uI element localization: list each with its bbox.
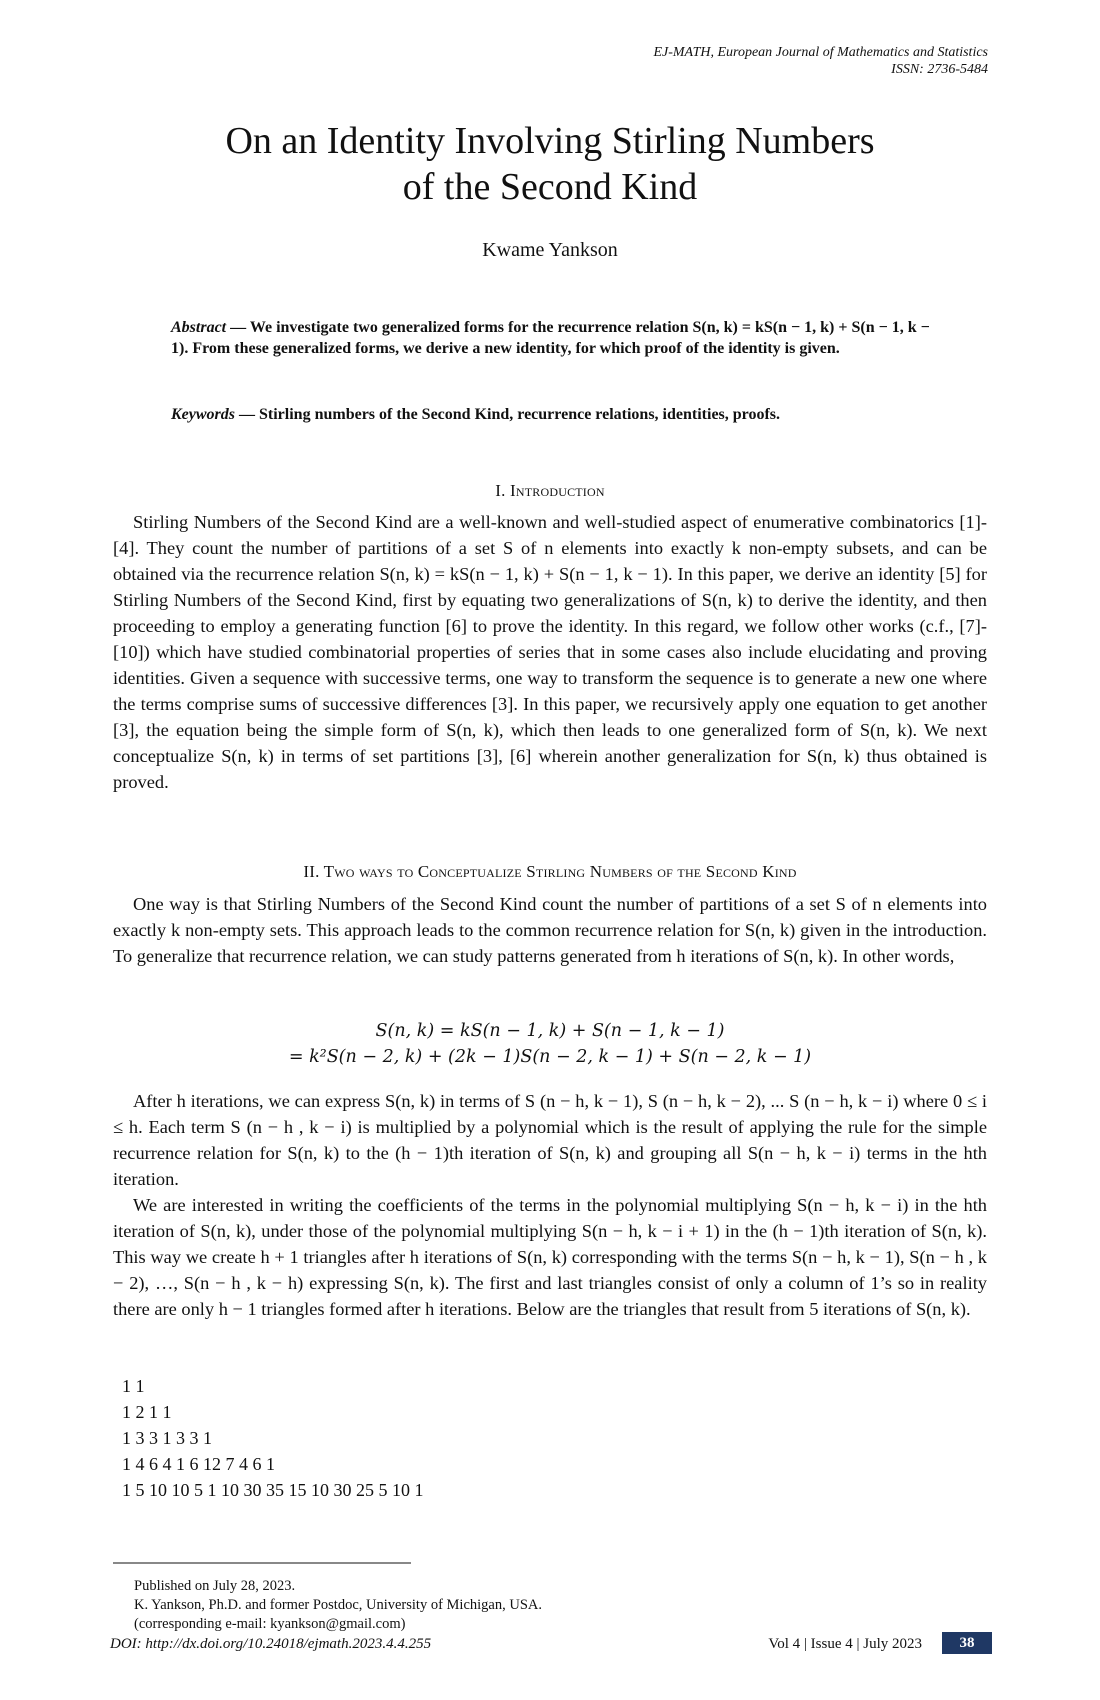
abstract-text: We investigate two generalized forms for the recurrence relation S(n, k) = kS(n − 1, k) + S(n − 1, k − 1). From these generalized forms, we derive a new identity, for which proof of the identity is given. (171, 319, 930, 357)
triangle-row: 1 3 3 1 3 3 1 (122, 1428, 212, 1448)
paragraph: After h iterations, we can express S(n, k) in terms of S (n − h, k − 1), S (n − h, k − 2), ... S (n − h, k − i) where 0 ≤ i ≤ h. Each term S (n − h , k − i) is multiplied by a polynomial which is the result of applying the rule for the simple recurrence relation for S(n, k) to the (h − 1)th iteration of S(n, k) and grouping all S(n − h, k − i) terms in the hth iteration. (113, 1091, 987, 1189)
footnote-email: (corresponding e-mail: kyankson@gmail.com) (134, 1616, 406, 1632)
footnote-affiliation: K. Yankson, Ph.D. and former Postdoc, University of Michigan, USA. (134, 1597, 542, 1613)
triangle-row: 1 4 6 4 1 6 12 7 4 6 1 (122, 1454, 275, 1474)
issue-info: Vol 4 | Issue 4 | July 2023 (768, 1636, 922, 1652)
title-line-2: of the Second Kind (402, 166, 698, 208)
paper-title (0, 118, 1100, 210)
paragraph: One way is that Stirling Numbers of the Second Kind count the number of partitions of a set S of n elements into exactly k non-empty sets. This approach leads to the common recurrence relation for S(n, k) given in the introduction. To generalize that recurrence relation, we can study patterns generated from h iterations of S(n, k). In other words, (113, 894, 987, 966)
introduction-body (113, 509, 987, 795)
running-header (653, 44, 988, 78)
abstract-dash: — (226, 319, 250, 336)
paragraph: Stirling Numbers of the Second Kind are a well-known and well-studied aspect of enumerative combinatorics [1]-[4]. They count the number of partitions of a set S of n elements into exactly k non-empty subsets, and can be obtained via the recurrence relation S(n, k) = kS(n − 1, k) + S(n − 1, k − 1). In this paper, we derive an identity [5] for Stirling Numbers of the Second Kind, first by equating two generalizations of S(n, k) to derive the identity, and then proceeding to employ a generating function [6] to prove the identity. In this regard, we follow other works (c.f., [7]-[10]) which have studied combinatorial properties of series that in some cases also include elucidating and proving identities. Given a sequence with successive terms, one way to transform the sequence is to generate a new one where the terms comprise sums of successive differences [3]. In this paper, we recursively apply one equation to get another [3], the equation being the simple form of S(n, k), which then leads to one generalized form of S(n, k). We next conceptualize S(n, k) in terms of set partitions [3], [6] wherein another generalization for S(n, k) thus obtained is proved. (113, 512, 987, 792)
abstract (171, 317, 931, 359)
keywords-text: Stirling numbers of the Second Kind, recurrence relations, identities, proofs. (259, 406, 781, 423)
section-heading-two-ways: II. Two ways to Conceptualize Stirling Numbers of the Second Kind (303, 862, 797, 881)
equation-line-1: S(n, k) = kS(n − 1, k) + S(n − 1, k − 1) (375, 1021, 725, 1041)
triangle-rows (122, 1373, 424, 1503)
abstract-label: Abstract (171, 319, 227, 336)
footnotes (134, 1577, 542, 1634)
issn: ISSN: 2736-5484 (891, 62, 988, 77)
triangle-row: 1 2 1 1 (122, 1402, 172, 1422)
author-name: Kwame Yankson (482, 239, 618, 261)
keywords-label: Keywords (171, 406, 235, 423)
paragraph: We are interested in writing the coefficients of the terms in the polynomial multiplying S(n − h, k − i) in the hth iteration of S(n, k), under those of the polynomial multiplying S(n − h, k − i + 1) in the (h − 1)th iteration of S(n, k). This way we create h + 1 triangles after h iterations of S(n, k) corresponding with the terms S(n − h, k − 1), S(n − h , k − 2), …, S(n − h , k − h) expressing S(n, k). The first and last triangles consist of only a column of 1’s so in reality there are only h − 1 triangles formed after h iterations. Below are the triangles that result from 5 iterations of S(n, k). (113, 1195, 987, 1319)
section-heading-introduction: I. Introduction (495, 481, 605, 500)
equation-line-2: = k²S(n − 2, k) + (2k − 1)S(n − 2, k − 1) + S(n − 2, k − 1) (288, 1047, 812, 1067)
page-number-badge: 38 (942, 1632, 992, 1654)
triangle-row: 1 5 10 10 5 1 10 30 35 15 10 30 25 5 10 1 (122, 1480, 424, 1500)
triangle-row: 1 1 (122, 1376, 145, 1396)
journal-name: EJ-MATH, European Journal of Mathematics and Statistics (653, 45, 988, 60)
footnote-divider (113, 1562, 411, 1564)
keywords (171, 404, 931, 425)
section2-intro (113, 891, 987, 969)
keywords-dash: — (235, 406, 259, 423)
doi-link[interactable]: DOI: http://dx.doi.org/10.24018/ejmath.2023.4.4.255 (110, 1636, 432, 1652)
title-line-1: On an Identity Involving Stirling Numbers (225, 120, 875, 162)
footnote-published: Published on July 28, 2023. (134, 1578, 296, 1594)
section2-body (113, 1088, 987, 1322)
